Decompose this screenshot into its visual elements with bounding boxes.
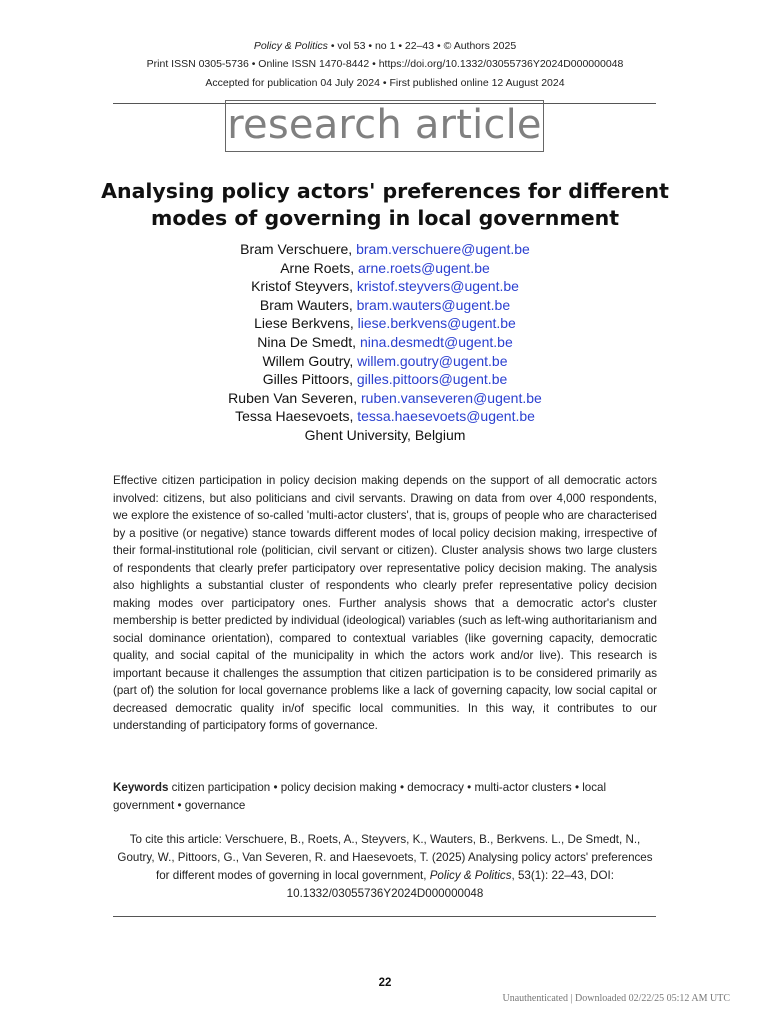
author-name: Tessa Haesevoets, (235, 408, 354, 425)
author-list (0, 240, 770, 445)
author-name: Gilles Pittoors, (262, 371, 353, 388)
author-row (0, 352, 770, 371)
author-name: Arne Roets, (280, 259, 355, 276)
author-email-link[interactable]: willem.goutry@ugent.be (357, 352, 508, 369)
author-row (0, 259, 770, 278)
footer-rule (113, 916, 656, 917)
article-title (100, 178, 670, 232)
issue-info: • vol 53 • no 1 • 22–43 • © Authors 2025 (330, 40, 517, 52)
author-row (0, 407, 770, 426)
journal-line (0, 40, 770, 52)
download-footer: Unauthenticated | Downloaded 02/22/25 05:12 AM UTC (502, 993, 730, 1004)
author-email-link[interactable]: arne.roets@ugent.be (358, 259, 490, 276)
author-email-link[interactable]: gilles.pittoors@ugent.be (356, 371, 508, 388)
keywords-text: citizen participation • policy decision making • democracy • multi-actor clusters • local government • governance (113, 781, 607, 812)
keywords-label: Keywords (113, 781, 169, 794)
author-row (0, 314, 770, 333)
citation (113, 831, 657, 903)
author-row (0, 277, 770, 296)
issn-line: Print ISSN 0305-5736 • Online ISSN 1470-8442 • https://doi.org/10.1332/03055736Y2024D000000048 (146, 58, 624, 70)
author-row (0, 296, 770, 315)
author-row (0, 389, 770, 408)
abstract: Effective citizen participation in policy decision making depends on the support of all democratic actors involved: citizens, but also politicians and civil servants. Drawing on data from over 4,000 respondents, we explore the existence of so-called 'multi-actor clusters', that is, groups of people who are characterised by a positive (or negative) stance towards different modes of local policy decision making, irrespective of their formal-institutional role (politician, civil servant or citizen). Cluster analysis shows two large clusters of respondents that clearly prefer participatory over representative policy decision making. The analysis also highlights a substantial cluster of respondents who clearly prefer representative policy decision making modes over participatory ones. Further analysis shows that a democratic actor's cluster membership is better predicted by individual (ideological) variables (such as left-wing authoritarianism and social dominance orientation), compared to contextual variables (like governing capacity, democratic quality, and social capital of the municipality in which the actors work and/or live). This research is important because it challenges the assumption that citizen participation is to be considered primarily as (part of) the solution for local governance problems like a lack of governing capacity, low social capital or decreased democratic quality in/of specific local communities. In this way, it contributes to our understanding of participatory forms of governance. (113, 474, 657, 732)
page-number: 22 (378, 977, 392, 989)
author-row (0, 333, 770, 352)
author-email-link[interactable]: bram.wauters@ugent.be (356, 296, 511, 313)
author-email-link[interactable]: liese.berkvens@ugent.be (357, 315, 516, 332)
citation-prefix: To cite this article: Verschuere, B., Roets, A., Steyvers, K., Wauters, B., Berkvens. L., De Smedt, N., Goutry, W., Pittoors, G., Van Severen, R. and Haesevoets, T. (2025) Analysing policy actors' preferences for different modes of governing in local government, (117, 833, 653, 882)
author-name: Willem Goutry, (262, 352, 354, 369)
title-line-2: modes of governing in local government (150, 206, 620, 230)
author-email-link[interactable]: kristof.steyvers@ugent.be (356, 278, 519, 295)
title-line-1: Analysing policy actors' preferences for different (101, 179, 669, 203)
author-name: Kristof Steyvers, (251, 278, 353, 295)
journal-name: Policy & Politics (253, 40, 328, 52)
author-name: Bram Verschuere, (240, 241, 353, 257)
dates-line: Accepted for publication 04 July 2024 • First published online 12 August 2024 (205, 77, 565, 89)
author-name: Liese Berkvens, (254, 315, 354, 332)
article-type-badge: research article (225, 100, 544, 152)
keywords (113, 779, 657, 815)
citation-suffix: , 53(1): 22–43, DOI: 10.1332/03055736Y2024D000000048 (286, 869, 614, 900)
author-row (0, 370, 770, 389)
author-email-link[interactable]: nina.desmedt@ugent.be (359, 333, 513, 350)
author-email-link[interactable]: ruben.vanseveren@ugent.be (361, 389, 542, 406)
author-name: Ruben Van Severen, (228, 389, 358, 406)
affiliation: Ghent University, Belgium (304, 426, 466, 443)
author-name: Bram Wauters, (259, 296, 353, 313)
author-row (0, 240, 770, 259)
author-name: Nina De Smedt, (257, 333, 357, 350)
author-email-link[interactable]: tessa.haesevoets@ugent.be (357, 408, 535, 425)
author-email-link[interactable]: bram.verschuere@ugent.be (356, 241, 530, 257)
citation-journal: Policy & Politics (429, 869, 512, 882)
